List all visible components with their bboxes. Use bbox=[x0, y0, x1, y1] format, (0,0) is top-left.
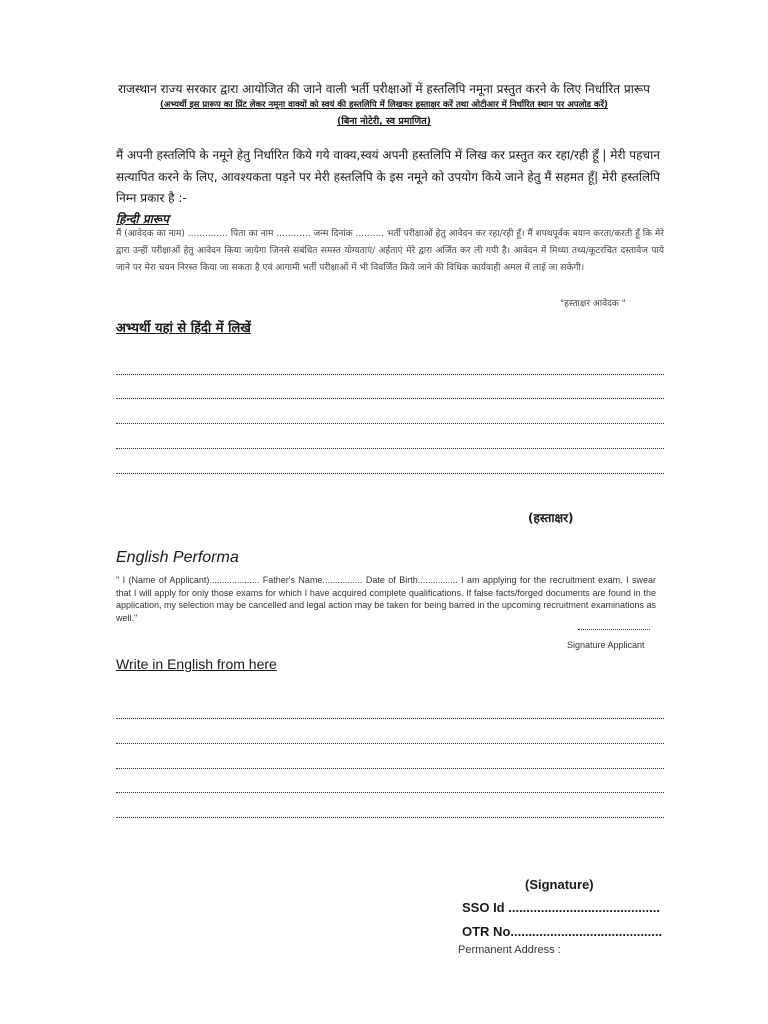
english-writing-line[interactable] bbox=[116, 718, 664, 719]
hindi-writing-line[interactable] bbox=[116, 448, 664, 449]
intro-paragraph: मैं अपनी हस्तलिपि के नमूने हेतु निर्धारित किये गये वाक्य,स्वयं अपनी हस्तलिपि में लिख कर प्रस्तुत कर रहा/रही हूँ | मेरी पहचान सत्यापित करने के लिए, आवश्यकता पड़ने पर मेरी हस्तलिपि के इस नमूने को उपयोग किये जाने हेतु मैं सहमत हूँ| मेरी हस्तलिपि निम्न प्रकार है :- bbox=[116, 148, 661, 205]
sso-id-field[interactable]: SSO Id .......................................... bbox=[462, 900, 660, 915]
hindi-write-heading: अभ्यर्थी यहां से हिंदी में लिखें bbox=[116, 321, 251, 336]
hindi-writing-line[interactable] bbox=[116, 398, 664, 399]
english-format-heading: English Performa bbox=[116, 549, 239, 566]
hindi-format-heading: हिन्दी प्रारूप bbox=[116, 212, 169, 226]
english-writing-line[interactable] bbox=[116, 817, 664, 818]
hindi-writing-line[interactable] bbox=[116, 423, 664, 424]
english-writing-line[interactable] bbox=[116, 768, 664, 769]
english-writing-line[interactable] bbox=[116, 792, 664, 793]
notary-note bbox=[0, 114, 768, 127]
english-write-heading: Write in English from here bbox=[116, 656, 277, 672]
english-signature-dots bbox=[578, 629, 650, 630]
form-title: राजस्थान राज्य सरकार द्वारा आयोजित की जाने वाली भर्ती परीक्षाओं में हस्तलिपि नमूना प्रस्तुत करने के लिए निर्धारित प्रारूप bbox=[117, 82, 651, 96]
otr-number-field[interactable]: OTR No.......................................... bbox=[462, 924, 663, 939]
hindi-writing-line[interactable] bbox=[116, 473, 664, 474]
hindi-writing-line[interactable] bbox=[116, 374, 664, 375]
english-sample-text: " I (Name of Applicant).................... Father's Name................ Date of Birth................ I am applying for the recruitment exam. I swear that I will apply for only those exams for which I have acquired complete qualifications. If false facts/forged documents are found in the application, my selection may be cancelled and legal action may be taken for being barred in the upcoming recruitment examinations as well." bbox=[116, 575, 656, 623]
permanent-address-label: Permanent Address : bbox=[458, 944, 561, 956]
footer-signature: (Signature) bbox=[525, 877, 594, 892]
hindi-sample-text: मैं (आवेदक का नाम) .............. पिता का नाम ............ जन्म दिनांक .......... भर्ती परीक्षाओं हेतु आवेदन कर रहा/रही हूँ। मैं शपथपूर्वक बयान करता/करती हूँ कि मेरे द्वारा उन्हीं परीक्षाओं हेतु आवेदन किया जायेगा जिनसे संबंधित समस्त योग्यताएं/ अर्हताएं मेरे द्वारा अर्जित कर ली गयी है। आवेदन में मिथ्या तथ्य/कूटरचित दस्तावेज पाये जाने पर मेरा चयन निरस्त किया जा सकता है एवं आगामी भर्ती परीक्षाओं में भी विवर्जित किये जाने की विधिक कार्यवाही अमल में लाई जा सकेगी। bbox=[116, 229, 664, 273]
hindi-signature-mark: (हस्ताक्षर) bbox=[528, 511, 574, 525]
hindi-signature-label: "हस्ताक्षर आवेदक " bbox=[560, 299, 626, 309]
english-signature-label: Signature Applicant bbox=[567, 640, 645, 650]
notary-note-text: (बिना नोटेरी, स्व प्रमाणित) bbox=[337, 116, 431, 127]
form-subtitle: (अभ्यर्थी इस प्रारूप का प्रिंट लेकर नमूना वाक्यों को स्वयं की हस्तलिपि में लिखकर हस्ताक्षर करें तथा ओटीआर में निर्धारित स्थान पर अपलोड करें) bbox=[160, 100, 608, 110]
english-writing-line[interactable] bbox=[116, 743, 664, 744]
